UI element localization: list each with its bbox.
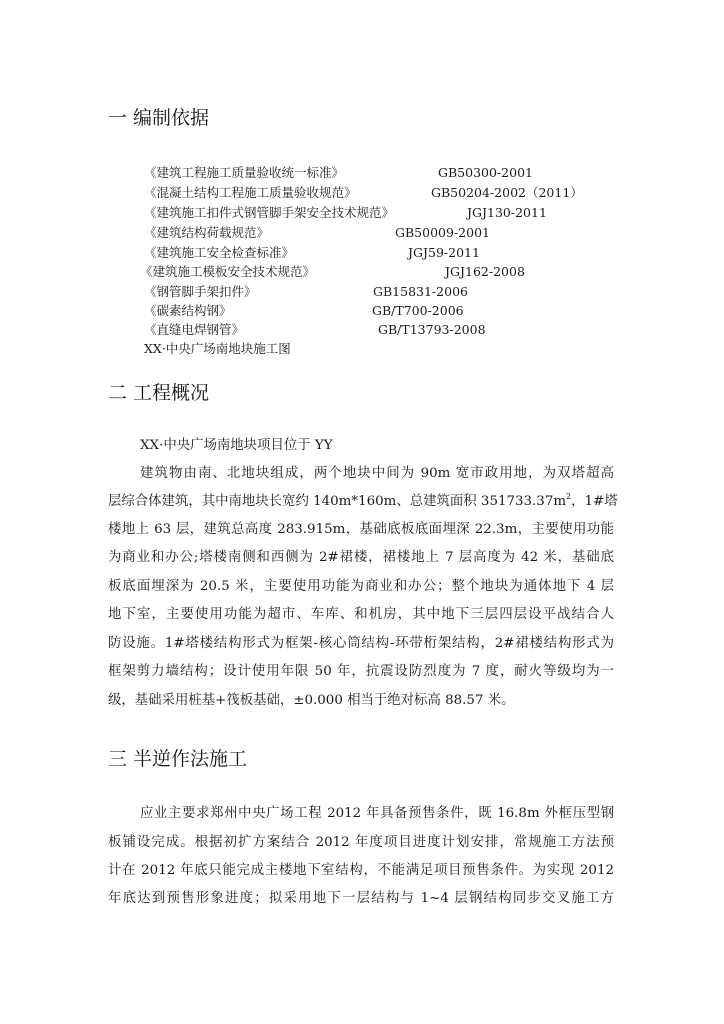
reference-code: GB15831-2006	[373, 284, 468, 299]
paragraph-line: 级，基础采用桩基+筏板基础，±0.000 相当于绝对标高 88.57 米。	[108, 693, 515, 708]
paragraph-line: 应业主要求郑州中央广场工程 2012 年具备预售条件，既 16.8m 外框压型钢	[140, 806, 614, 821]
paragraph-line: 板铺设完成。根据初扩方案结合 2012 年度项目进度计划安排，常规施工方法预	[108, 835, 614, 850]
reference-code: JGJ130-2011	[467, 205, 547, 220]
paragraph-line: 层综合体建筑，其中南地块长宽约 140m*160m、总建筑面积 $351733.37m^2$，1#塔	[108, 492, 618, 509]
paragraph-line: 板底面埋深为 20.5 米，主要使用功能为商业和办公；整个地块为通体地下 4 层	[108, 579, 614, 594]
overview-intro: XX·中央广场南地块项目位于 YY	[140, 438, 333, 453]
paragraph-line: 建筑物由南、北地块组成，两个地块中间为 90m 宽市政用地，为双塔超高	[140, 466, 614, 481]
reference-code: GB50300-2001	[438, 165, 533, 180]
reference-title: 《混凝土结构工程施工质量验收规范》	[144, 185, 357, 200]
reference-code: GB50204-2002（2011）	[431, 185, 583, 200]
reference-title: 《钢管脚手架扣件》	[144, 284, 257, 299]
paragraph-line: 楼地上 63 层，建筑总高度 283.915m，基础底板底面埋深 22.3m，主要使用功能	[108, 522, 614, 537]
paragraph-line: 框架剪力墙结构；设计使用年限 50 年，抗震设防烈度为 7 度，耐火等级均为一	[108, 664, 614, 679]
paragraph-line: 年底达到预售形象进度；拟采用地下一层结构与 1~4 层钢结构同步交叉施工方	[108, 891, 614, 906]
section-heading-semi-topdown: 三 半逆作法施工	[108, 748, 248, 770]
reference-title: 《直缝电焊钢管》	[144, 322, 245, 337]
reference-title: XX·中央广场南地块施工图	[144, 341, 291, 356]
reference-code: GB/T700-2006	[372, 303, 464, 318]
reference-code: JGJ59-2011	[408, 245, 480, 260]
reference-title: 《建筑施工模板安全技术规范》	[140, 264, 316, 279]
reference-title: 《建筑施工扣件式钢管脚手架安全技术规范》	[144, 205, 395, 220]
reference-code: GB50009-2001	[395, 225, 490, 240]
paragraph-line: 为商业和办公;塔楼南侧和西侧为 2#裙楼，裙楼地上 7 层高度为 42 米，基础底	[108, 550, 614, 565]
paragraph-line: 计在 2012 年底只能完成主楼地下室结构，不能满足项目预售条件。为实现 2012	[108, 863, 614, 878]
reference-code: JGJ162-2008	[445, 264, 525, 279]
reference-title: 《碳素结构钢》	[144, 303, 232, 318]
section-heading-overview: 二 工程概况	[108, 382, 210, 404]
paragraph-line: 防设施。1#塔楼结构形式为框架-核心筒结构-环带桁架结构，2#裙楼结构形式为	[108, 636, 614, 651]
reference-title: 《建筑施工安全检查标准》	[144, 245, 295, 260]
paragraph-line: 地下室，主要使用功能为超市、车库、和机房，其中地下三层四层设平战结合人	[108, 607, 614, 622]
reference-title: 《建筑工程施工质量验收统一标准》	[144, 165, 345, 180]
reference-code: GB/T13793-2008	[378, 322, 486, 337]
reference-title: 《建筑结构荷载规范》	[144, 225, 270, 240]
section-heading-basis: 一 编制依据	[108, 107, 210, 129]
